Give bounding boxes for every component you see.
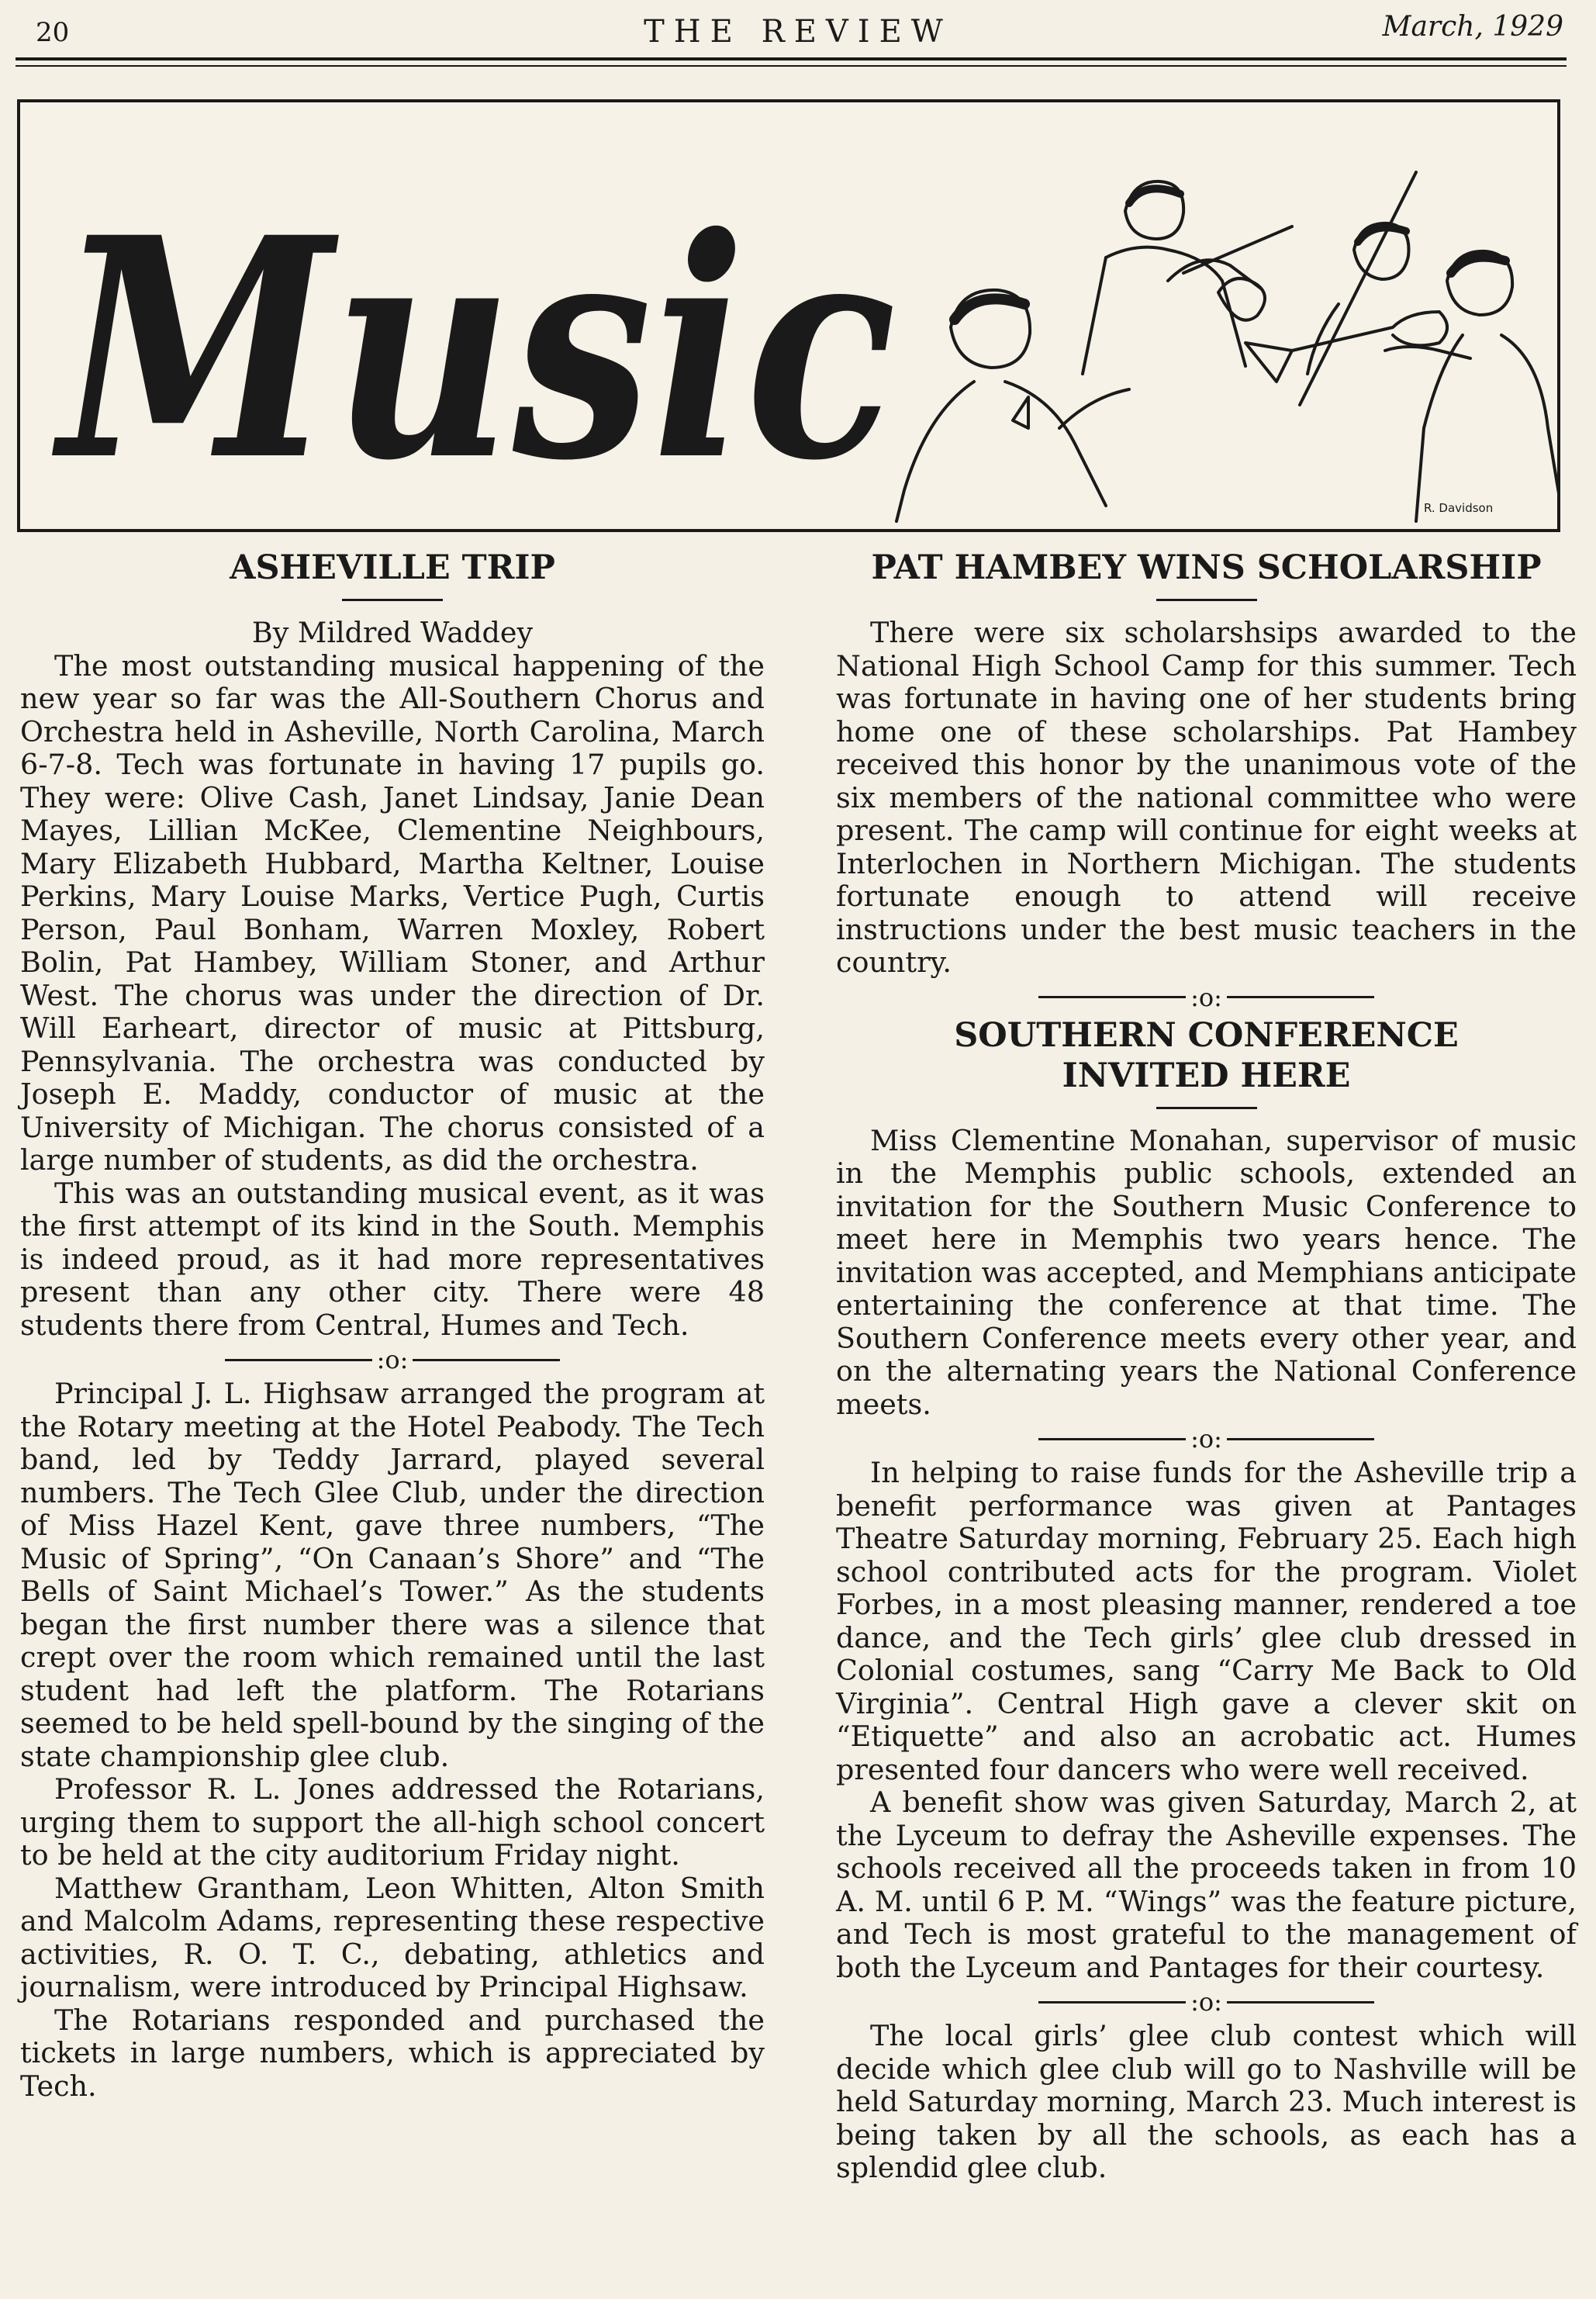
paragraph: This was an outstanding musical event, as it was the first attempt of its kind in the South. Memphis is indeed proud, as it had more representatives present than any other city. There were 48 students there from Central, Humes and Tech. xyxy=(20,1176,765,1342)
paragraph: The local girls’ glee club contest which will decide which glee club will go to Nashville will be held Saturday morning, March 23. Much interest is being taken by all the schools, as each has a splendid glee club. xyxy=(836,2019,1577,2184)
musicians-drawing-icon xyxy=(896,172,1557,521)
heading-scholarship: PAT HAMBEY WINS SCHOLARSHIP xyxy=(871,548,1542,587)
header-rule-thick xyxy=(16,57,1567,60)
banner-title: Music xyxy=(51,171,896,527)
section-separator: :o: xyxy=(836,1426,1577,1452)
page-number: 20 xyxy=(36,17,70,48)
paragraph: There were six scholarshsips awarded to the National High School Camp for this summer. Tech was fortunate in having one of her students bring home one of these scholarships. Pat Hambey received this honor by the unanimous vote of the six members of the national committee who were present. The camp will continue for eight weeks at Interlochen in Northern Michigan. The students fortunate enough to attend will receive instructions under the best music teachers in the country. xyxy=(836,616,1577,979)
section-separator: :o: xyxy=(836,984,1577,1011)
paragraph: Miss Clementine Monahan, supervisor of music in the Memphis public schools, extended an invitation for the Southern Music Conference to meet here in Memphis two years hence. The invitation was accepted, and Memphians anticipate entertaining the conference at that time. The Southern Conference meets every other year, and on the alternating years the National Conference meets. xyxy=(836,1123,1577,1421)
paragraph: Matthew Grantham, Leon Whitten, Alton Smith and Malcolm Adams, representing these respective activities, R. O. T. C., debating, athletics and journalism, were introduced by Principal Highsaw. xyxy=(20,1871,765,2003)
issue-date: March, 1929 xyxy=(1382,11,1563,43)
banner-illustration xyxy=(20,102,1557,529)
byline: By Mildred Waddey xyxy=(251,616,534,649)
heading-southern-conference xyxy=(836,1015,1577,1096)
left-column xyxy=(20,548,765,2103)
masthead: THE REVIEW xyxy=(644,14,952,50)
heading-rule xyxy=(1156,1107,1257,1109)
paragraph: The Rotarians responded and purchased the tickets in large numbers, which is appreciated by Tech. xyxy=(20,2003,765,2103)
paragraph: Principal J. L. Highsaw arranged the program at the Rotary meeting at the Hotel Peabody. The Tech band, led by Teddy Jarrard, played several numbers. The Tech Glee Club, under the direction of Miss Hazel Kent, gave three numbers, “The Music of Spring”, “On Canaan’s Shore” and “The Bells of Saint Michael’s Tower.” As the students began the first number there was a silence that crept over the room which remained until the last student had left the platform. The Rotarians seemed to be held spell-bound by the singing of the state championship glee club. xyxy=(20,1377,765,1773)
section-separator: :o: xyxy=(836,1989,1577,2015)
paragraph: A benefit show was given Saturday, March 2, at the Lyceum to defray the Asheville expenses. The schools received all the proceeds taken in from 10 A. M. until 6 P. M. “Wings” was the feature picture, and Tech is most grateful to the management of both the Lyceum and Pantages for their courtesy. xyxy=(836,1786,1577,1984)
section-separator: :o: xyxy=(20,1347,765,1373)
paragraph: In helping to raise funds for the Asheville trip a benefit performance was given at Pantages Theatre Saturday morning, February 25. Each high school contributed acts for the program. Violet Forbes, in a most pleasing manner, rendered a toe dance, and the Tech girls’ glee club dressed in Colonial costumes, sang “Carry Me Back to Old Virginia”. Central High gave a clever skit on “Etiquette” and also an acrobatic act. Humes presented four dancers who were well received. xyxy=(836,1456,1577,1786)
header-rule-thin xyxy=(16,65,1567,67)
music-banner xyxy=(17,99,1560,532)
heading-rule xyxy=(342,599,443,601)
paragraph: The most outstanding musical happening of the new year so far was the All-Southern Chorus and Orchestra held in Asheville, North Carolina, March 6-7-8. Tech was fortunate in having 17 pupils go. They were: Olive Cash, Janet Lindsay, Janie Dean Mayes, Lillian McKee, Clementine Neighbours, Mary Elizabeth Hubbard, Martha Keltner, Louise Perkins, Mary Louise Marks, Vertice Pugh, Curtis Person, Paul Bonham, Warren Moxley, Robert Bolin, Pat Hambey, William Stoner, and Arthur West. The chorus was under the direction of Dr. Will Earheart, director of music at Pittsburg, Pennsylvania. The orchestra was conducted by Joseph E. Maddy, conductor of music at the University of Michigan. The chorus consisted of a large number of students, as did the orchestra. xyxy=(20,648,765,1177)
right-column xyxy=(836,548,1577,2185)
heading-line: INVITED HERE xyxy=(1062,1056,1351,1095)
artist-signature: R. Davidson xyxy=(1424,501,1494,515)
heading-line: SOUTHERN CONFERENCE xyxy=(954,1015,1459,1055)
paragraph: Professor R. L. Jones addressed the Rotarians, urging them to support the all-high school concert to be held at the city auditorium Friday night. xyxy=(20,1772,765,1872)
heading-rule xyxy=(1156,599,1257,601)
heading-asheville-trip: ASHEVILLE TRIP xyxy=(230,548,555,587)
